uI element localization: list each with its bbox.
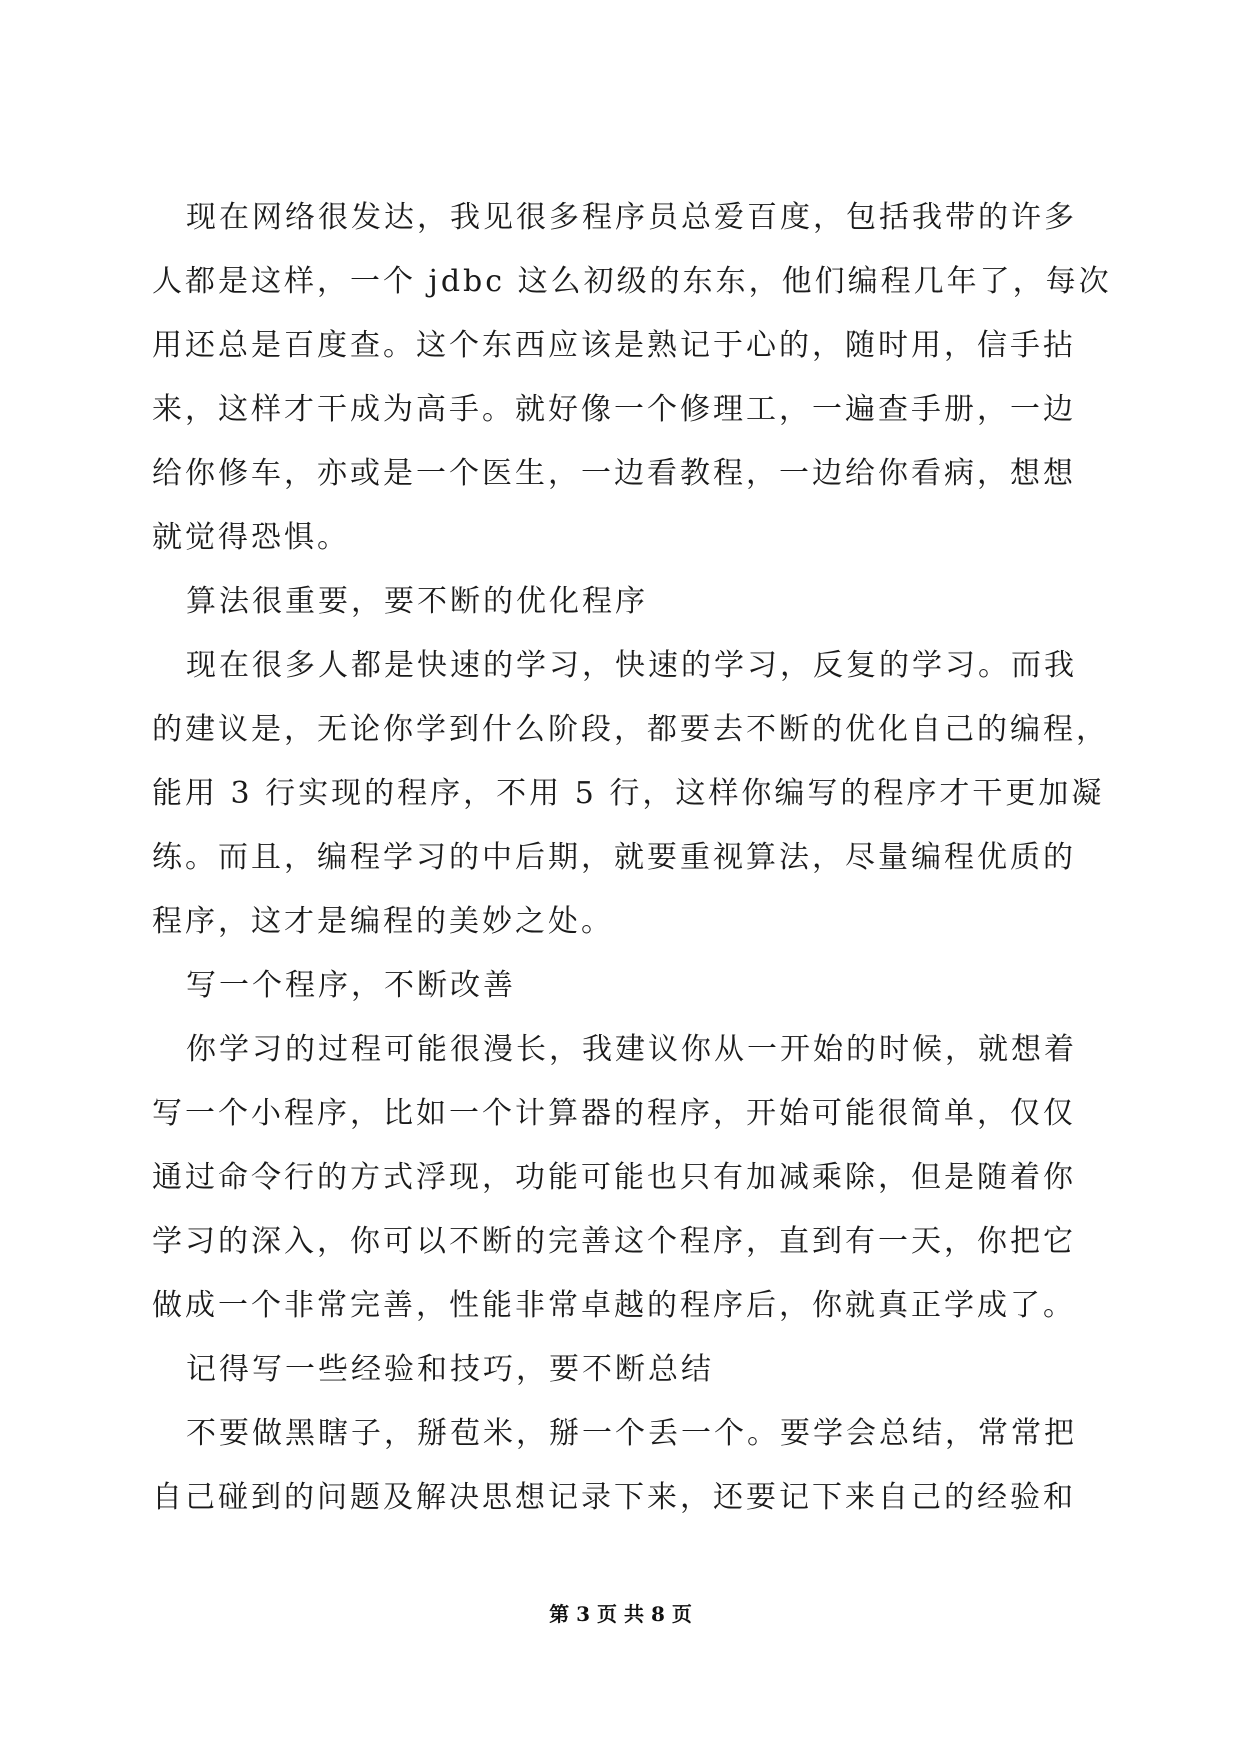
text-line: 做成一个非常完善，性能非常卓越的程序后，你就真正学成了。 — [152, 1288, 1076, 1323]
text-line: 人都是这样，一个 jdbc 这么初级的东东，他们编程几年了，每次 — [152, 264, 1112, 299]
section-heading: 算法很重要，要不断的优化程序 — [186, 584, 648, 619]
text-line: 用还总是百度查。这个东西应该是熟记于心的，随时用，信手拈 — [152, 328, 1076, 363]
text-line: 你学习的过程可能很漫长，我建议你从一开始的时候，就想着 — [186, 1032, 1077, 1067]
text-line: 不要做黑瞎子，掰苞米，掰一个丢一个。要学会总结，常常把 — [186, 1416, 1077, 1451]
text-line: 现在很多人都是快速的学习，快速的学习，反复的学习。而我 — [186, 648, 1077, 683]
text-line: 自己碰到的问题及解决思想记录下来，还要记下来自己的经验和 — [152, 1480, 1076, 1515]
text-line: 来，这样才干成为高手。就好像一个修理工，一遍查手册，一边 — [152, 392, 1076, 427]
section-heading: 记得写一些经验和技巧，要不断总结 — [186, 1352, 714, 1387]
text-line: 写一个小程序，比如一个计算器的程序，开始可能很简单，仅仅 — [152, 1096, 1076, 1131]
text-line: 现在网络很发达，我见很多程序员总爱百度，包括我带的许多 — [186, 200, 1077, 235]
text-line: 程序，这才是编程的美妙之处。 — [152, 904, 614, 939]
paragraph — [152, 1402, 1092, 1530]
text-line: 学习的深入，你可以不断的完善这个程序，直到有一天，你把它 — [152, 1224, 1076, 1259]
page-number-footer: 第 3 页 共 8 页 — [549, 1602, 692, 1626]
text-line: 给你修车，亦或是一个医生，一边看教程，一边给你看病，想想 — [152, 456, 1076, 491]
text-line: 能用 3 行实现的程序，不用 5 行，这样你编写的程序才干更加凝 — [152, 776, 1105, 811]
text-line: 练。而且，编程学习的中后期，就要重视算法，尽量编程优质的 — [152, 840, 1076, 875]
paragraph — [152, 1018, 1092, 1338]
section-heading: 写一个程序，不断改善 — [186, 968, 516, 1003]
text-line: 就觉得恐惧。 — [152, 520, 350, 555]
text-line: 的建议是，无论你学到什么阶段，都要去不断的优化自己的编程， — [152, 712, 1109, 747]
paragraph — [152, 186, 1112, 570]
page-body — [152, 186, 1112, 1530]
text-line: 通过命令行的方式浮现，功能可能也只有加减乘除，但是随着你 — [152, 1160, 1076, 1195]
paragraph — [152, 634, 1109, 954]
